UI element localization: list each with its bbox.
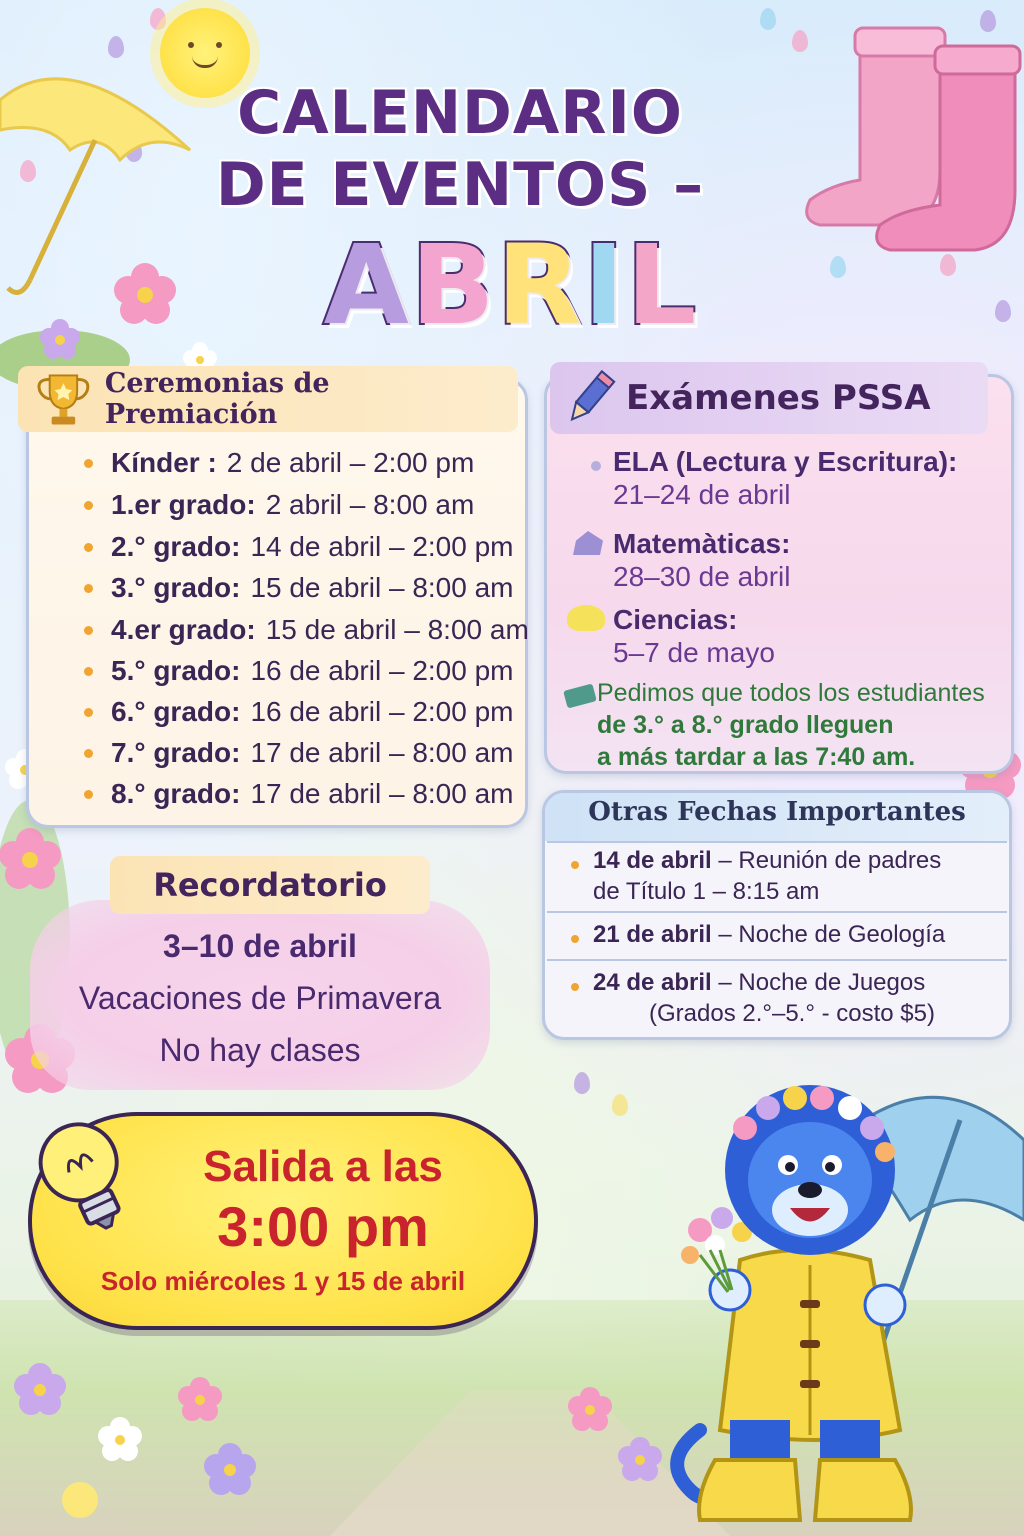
reminder-dates: 3–10 de abril xyxy=(163,928,357,964)
dismissal-days: Solo miércoles 1 y 15 de abril xyxy=(100,1266,466,1296)
awards-heading: Ceremonias de Premiación xyxy=(104,368,330,430)
shape-icon xyxy=(573,531,603,555)
list-item: 5.° grado: 16 de abril – 2:00 pm xyxy=(84,655,514,687)
lion-mascot xyxy=(660,1050,1024,1536)
bunny-icon xyxy=(567,605,605,631)
pssa-banner xyxy=(550,362,988,434)
month-letter: I xyxy=(583,221,625,349)
awards-card xyxy=(26,378,528,828)
other-dates-card xyxy=(542,790,1012,1040)
reminder-event: Vacaciones de Primavera xyxy=(78,980,442,1016)
title-line-1: CALENDARIO xyxy=(237,78,683,148)
list-item: 2.° grado: 14 de abril – 2:00 pm xyxy=(84,531,514,563)
list-item: Kínder : 2 de abril – 2:00 pm xyxy=(84,447,474,479)
bullet-icon xyxy=(571,935,579,943)
month-title xyxy=(310,220,710,350)
dismissal-label: Salida a las xyxy=(203,1142,443,1191)
month-letter: B xyxy=(410,221,495,349)
reminder-banner xyxy=(110,856,430,914)
flower-field-bottom xyxy=(0,1330,680,1536)
reminder-note: No hay clases xyxy=(159,1032,361,1068)
list-item: 21 de abril – Noche de Geología xyxy=(593,921,946,948)
list-item: 6.° grado: 16 de abril – 2:00 pm xyxy=(84,696,514,728)
lightbulb-icon xyxy=(30,1116,140,1246)
pssa-card xyxy=(544,374,1014,774)
list-item: 24 de abril – Noche de Juegos (Grados 2.°–5.° - costo $5) xyxy=(593,969,935,1027)
list-item: 4.er grado: 15 de abril – 8:00 am xyxy=(84,614,529,646)
list-item: Ciencias: 5–7 de mayo xyxy=(613,604,775,668)
dismissal-time: 3:00 pm xyxy=(217,1195,429,1258)
rain-boots-icon xyxy=(800,20,1024,260)
awards-banner xyxy=(18,366,518,432)
month-letter: L xyxy=(626,221,697,349)
pencil-icon xyxy=(564,368,616,428)
list-item: Matemàticas: 28–30 de abril xyxy=(613,528,791,592)
title-line-2: DE EVENTOS – xyxy=(215,150,705,220)
bullet-icon xyxy=(571,983,579,991)
list-item: 3.° grado: 15 de abril – 8:00 am xyxy=(84,572,514,604)
bullet-icon xyxy=(591,461,601,471)
other-dates-heading: Otras Fechas Importantes xyxy=(588,797,966,827)
month-letter: R xyxy=(496,221,582,349)
scroll-icon xyxy=(563,683,597,708)
trophy-icon xyxy=(32,369,95,429)
arrival-note: Pedimos que todos los estudiantes de 3.° a 8.° grado lleguen a más tardar a las 7:40 am. xyxy=(597,679,985,771)
month-letter: A xyxy=(323,221,409,349)
list-item: 7.° grado: 17 de abril – 8:00 am xyxy=(84,737,514,769)
list-item: 8.° grado: 17 de abril – 8:00 am xyxy=(84,778,514,810)
reminder-heading: Recordatorio xyxy=(153,866,387,904)
list-item: 1.er grado: 2 abril – 8:00 am xyxy=(84,489,474,521)
reminder-card xyxy=(30,900,490,1090)
list-item: 14 de abril – Reunión de padres de Título 1 – 8:15 am xyxy=(593,847,942,905)
pssa-heading: Exámenes PSSA xyxy=(626,378,931,418)
bullet-icon xyxy=(571,861,579,869)
list-item: ELA (Lectura y Escritura): 21–24 de abril xyxy=(613,446,958,510)
